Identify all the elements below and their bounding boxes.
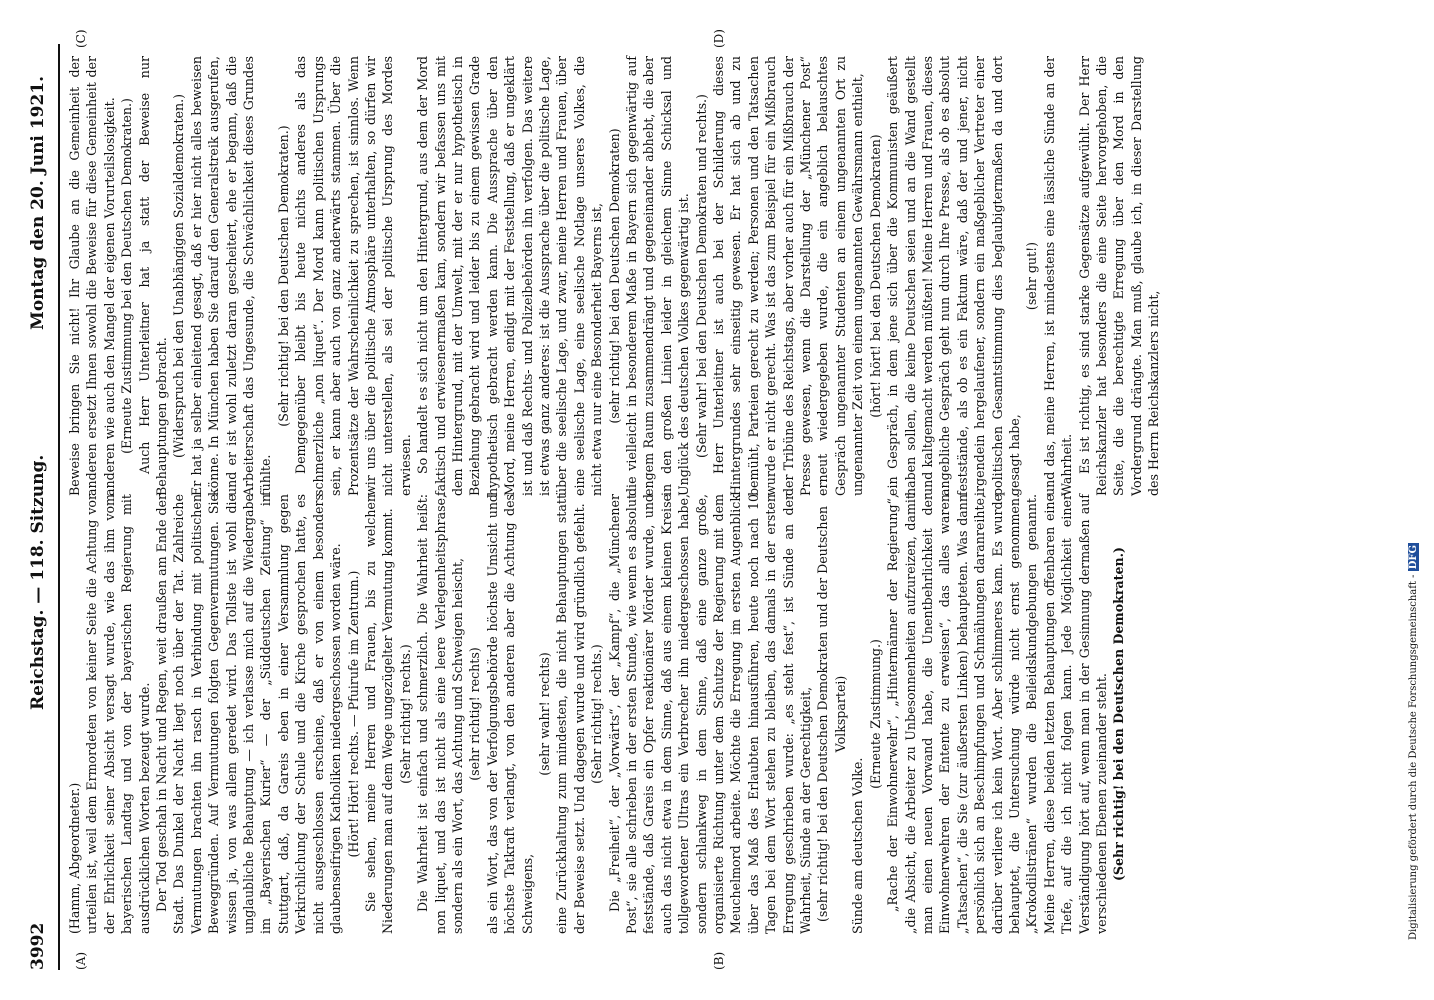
paragraph: Auch Herr Unterleitner hat ja statt der Beweise nur Behauptungen gebracht. [136, 56, 170, 496]
paragraph: eine Zurückhaltung zum mindesten, die nicht Behauptungen statt der Beweise setzt. Und dagegen wurde und wird gründlich gefehlt. [554, 494, 587, 934]
dfg-logo: DFG [1408, 544, 1419, 570]
interjection: (sehr wahr! rechts) [536, 652, 552, 776]
interjection: (Sehr richtig! bei den Deutschen Demokraten.) [275, 125, 291, 427]
interjection: (Sehr richtig! rechts.) [397, 644, 413, 784]
paragraph: Er hat ja selber einleitend gesagt, daß er hier nicht alles beweisen könne. In München haben Sie darauf den Generalstreik ausgerufen, und er ist wohl zuletzt daran gescheitert, ehe er begann, daß die Arbeiterschaft das Ungesunde, die Schwächlichkeit dieses Grundes fühlte. [188, 56, 274, 496]
paragraph: Die „Freiheit“, der „Vorwärts“, der „Kampf“, die „Münchener Post“, sie alle schrieben in der ersten Stunde, wie wenn es absolut feststände, daß Gareis ein Opfer reaktionärer Mörder wurde, und auch das nicht etwa in dem Sinne, daß aus einem kleinen Kreise tollgewordener Ultras ein Verbrecher ihn niedergeschossen habe, sondern schlankweg in dem Sinne, daß eine ganze große, organisierte Richtung unter dem Schutze der Regierung mit dem Meuchelmord arbeite. Möchte die Erregung im ersten Augenblick über das Maß des Erlaubten hinausführen, heute noch nach 10 Tagen bei dem Wort stehen zu bleiben, das damals in der ersten Erregung geschrieben wurde: „es steht fest“, ist Sünde an der Wahrheit, Sünde an der Gerechtigkeit, [606, 494, 814, 934]
paragraph: die vielleicht in besonderem Maße in Bayern sich gegenwärtig auf engem Raum zusammendrängt und gegeneinander abhebt, die aber in den großen Linien leider in gleichem Sinne Schicksal und Unglück des deutschen Volkes gegenwärtig ist. [624, 56, 692, 496]
header-rule [58, 44, 60, 970]
interjection: (sehr gut!) [1024, 241, 1040, 311]
interjection: (Sehr wahr! bei den Deutschen Demokraten und rechts.) [693, 94, 709, 458]
margin-marker-a: (A) [74, 951, 88, 970]
digitization-footer [1408, 543, 1419, 940]
paragraph: „Rache der Einwohnerwehr“, „Hintermänner der Regierung“, „die Absicht, die Arbeiter zu Unbesonnenheiten aufzureizen, damit man einen neuen Vorwand habe, die Unentbehrlichkeit der Einwohnerwehren der Entente zu erweisen“, das alles waren „Tatsachen“, die Sie (zur äußersten Linken) behaupteten. Was dann persönlich sich an Beschimpfungen und Schmähungen daranreihte, darüber verliere ich kein Wort. Aber schlimmeres kam. Es wurde behauptet, die Untersuchung würde nicht ernst genommen. „Krokodilstränen“ wurden die Beileidskundgebungen genannt. Meine Herren, diese beiden letzten Behauptungen offenbaren eine Tiefe, auf die ich nicht folgen kann. Jede Möglichkeit einer Verständigung hört auf, wenn man in der Gesinnung dermaßen auf verschiedenen Ebenen zueinander steht. [885, 494, 1109, 934]
paragraph: Sünde am deutschen Volke. [850, 757, 866, 934]
interjection: (Sehr richtig! rechts.) [589, 644, 605, 784]
paragraph: ein Gespräch, in dem jene sich über die Kommunisten geäußert haben sollen, die keine Deutschen seien und an die Wand gestellt und kaltgemacht werden müßten! Meine Herren und Frauen, dieses angebliche Gespräch geht nun durch Ihre Presse, als ob es absolut feststände, als ob es ein Faktum wäre, daß der und jener, nicht irgendein hergelaufener, sondern ein maßgeblicher Vertreter einer politischen Gesamtstimmung dies beglaubigtermaßen da und dort gesagt habe, [885, 56, 1022, 496]
interjection: (Erneute Zustimmung.) [867, 639, 883, 789]
interjection: (sehr richtig! bei den Deutschen Demokraten) [606, 128, 622, 424]
right-column [66, 56, 1163, 496]
paragraph: Es ist richtig, es sind starke Gegensätze aufgewühlt. Der Herr Reichskanzler hat besonders die eine Seite hervorgehoben, die Seite, die die berechtigte Erregung über den Mord in den Vordergrund drängte. Man muß, glaube ich, in dieser Darstellung des Herrn Reichskanzlers nicht, [1076, 56, 1162, 496]
paragraph: Beweise bringen Sie nicht! Ihr Glaube an die Gemeinheit der anderen ersetzt Ihnen sowohl die Beweise für diese Gemeinheit der anderen wie auch den Mangel der eigenen Vorurteilslosigkeit. [67, 56, 117, 496]
digitization-note: Digitalisierung gefördert durch die Deutsche Forschungsgemeinschaft - [1408, 574, 1419, 940]
margin-marker-d: (D) [712, 29, 726, 48]
interjection: (sehr richtig! bei den Deutschen Demokraten und der Deutschen Volkspartei) [815, 505, 848, 923]
margin-marker-c: (C) [74, 29, 88, 48]
left-column [66, 494, 1128, 934]
paragraph: urteilen ist, weil dem Ermordeten von keiner Seite die Achtung vor der Ehrlichkeit seiner Absicht versagt wurde, wie das ihm vom bayerischen Landtag und von der bayerischen Regierung mit ausdrücklichen Worten bezeugt wurde. [84, 494, 152, 934]
interjection: (sehr richtig! rechts) [467, 647, 483, 781]
paragraph: und das, meine Herren, ist mindestens eine lässliche Sünde an der Wahrheit. [1041, 56, 1075, 496]
interjection: (Hört! Hört! rechts. — Pfuirufe im Zentrum.) [345, 570, 361, 858]
paragraph: So handelt es sich nicht um den Hintergrund, aus dem der Mord faktisch und erwiesenermaßen kam, sondern wir befassen uns mit dem Hintergrund, mit der Umwelt, mit der er nur hypothetisch in Beziehung gebracht wird und leider bis zu einem gewissen Grade hypothetisch gebracht werden kann. Die Aussprache über den Mord, meine Herren, endigt mit der Feststellung, daß er ungeklärt ist und daß Rechts- und Polizeibehörden ihn verfolgen. Das weitere ist etwas ganz anderes: ist die Aussprache über die politische Lage, über die seelische Lage, und zwar, meine Herren und Frauen, über eine seelische Lage, eine seelische Notlage unseres Volkes, die nicht etwa nur eine Besonderheit Bayerns ist, [415, 56, 605, 496]
paragraph: als ein Wort, das von der Verfolgungsbehörde höchste Umsicht und höchste Tatkraft verlangt, von den anderen aber die Achtung des Schweigens, [484, 494, 535, 934]
paragraph: Herr Unterleitner ist auch bei der Schilderung dieses Hintergrundes sehr einseitig gewesen. Er hat sich ab und zu bemüht, Parteien gerecht zu werden; Personen und den Tatsachen wurde er nicht gerecht. Was ist das zum Beispiel für ein Mißbrauch der Tribüne des Reichstags, aber vorher auch für ein Mißbrauch der Presse gewesen, wenn die Darstellung der „Münchener Post“ erneut wiedergegeben wurde, die ein angeblich belauschtes Gespräch ungenannter Studenten an einem ungenannten Ort zu ungenannter Zeit von einem ungenannten Gewährsmann enthielt, [711, 56, 866, 496]
interjection: (Widerspruch bei den Unabhängigen Sozialdemokraten.) [171, 93, 187, 459]
session-date: Montag den 20. Juni 1921. [28, 75, 48, 330]
paragraph: Der Tod geschah in Nacht und Regen, weit draußen am Ende der Stadt. Das Dunkel der Nacht liegt noch über der Tat. Zahlreiche Vermutungen brachten ihn rasch in Verbindung mit politischen Beweggründen. Auf Vermutungen folgten Gegenvermutungen. Sie wissen ja, von was allem geredet wird. Das Tollste ist wohl die unglaubliche Behauptung — ich verlasse mich auf die Wiedergabe im „Bayerischen Kurier“ — der „Süddeutschen Zeitung“ in Stuttgart, daß, da Gareis eben in einer Versammlung gegen Verkirchlichung der Schule und die Kirche gesprochen hatte, es nicht ausgeschlossen erscheine, daß er von einem besonders glaubenseifrigen Katholiken niedergeschossen worden wäre. [154, 494, 344, 934]
page-header [24, 44, 52, 970]
interjection: (hört! hört! bei den Deutschen Demokraten) [867, 134, 883, 418]
interjection: (Sehr richtig! bei den Deutschen Demokraten.) [1111, 546, 1127, 882]
margin-marker-b: (B) [712, 951, 726, 970]
speaker-label: (Hamm, Abgeordneter.) [67, 782, 82, 934]
interjection: (Erneute Zustimmung bei den Deutschen Demokraten.) [119, 98, 135, 454]
page-number: 3992 [28, 922, 48, 970]
session-title: Reichstag. — 118. Sitzung. [28, 454, 48, 710]
paragraph: Demgegenüber bleibt bis heute nichts anderes als das schmerzliche „non liquet“. Der Mord kann politischen Ursprungs sein, er kann aber auch von ganz anderwärts stammen. Über die Prozentsätze der Wahrscheinlichkeit zu sprechen, ist sinnlos. Wenn wir uns über die politische Atmosphäre unterhalten, so dürfen wir nicht unterstellen, als sei der politische Ursprung des Mordes erwiesen. [293, 56, 413, 496]
paragraph: Sie sehen, meine Herren und Frauen, bis zu welchen Niederungen man auf dem Wege ungezügelter Vermutung kommt. [362, 494, 396, 934]
paragraph: Die Wahrheit ist einfach und schmerzlich. Die Wahrheit heißt: non liquet, und das ist nicht als eine leere Verlegenheitsphrase, sondern als ein Wort, das Achtung und Schweigen heischt, [415, 494, 465, 934]
